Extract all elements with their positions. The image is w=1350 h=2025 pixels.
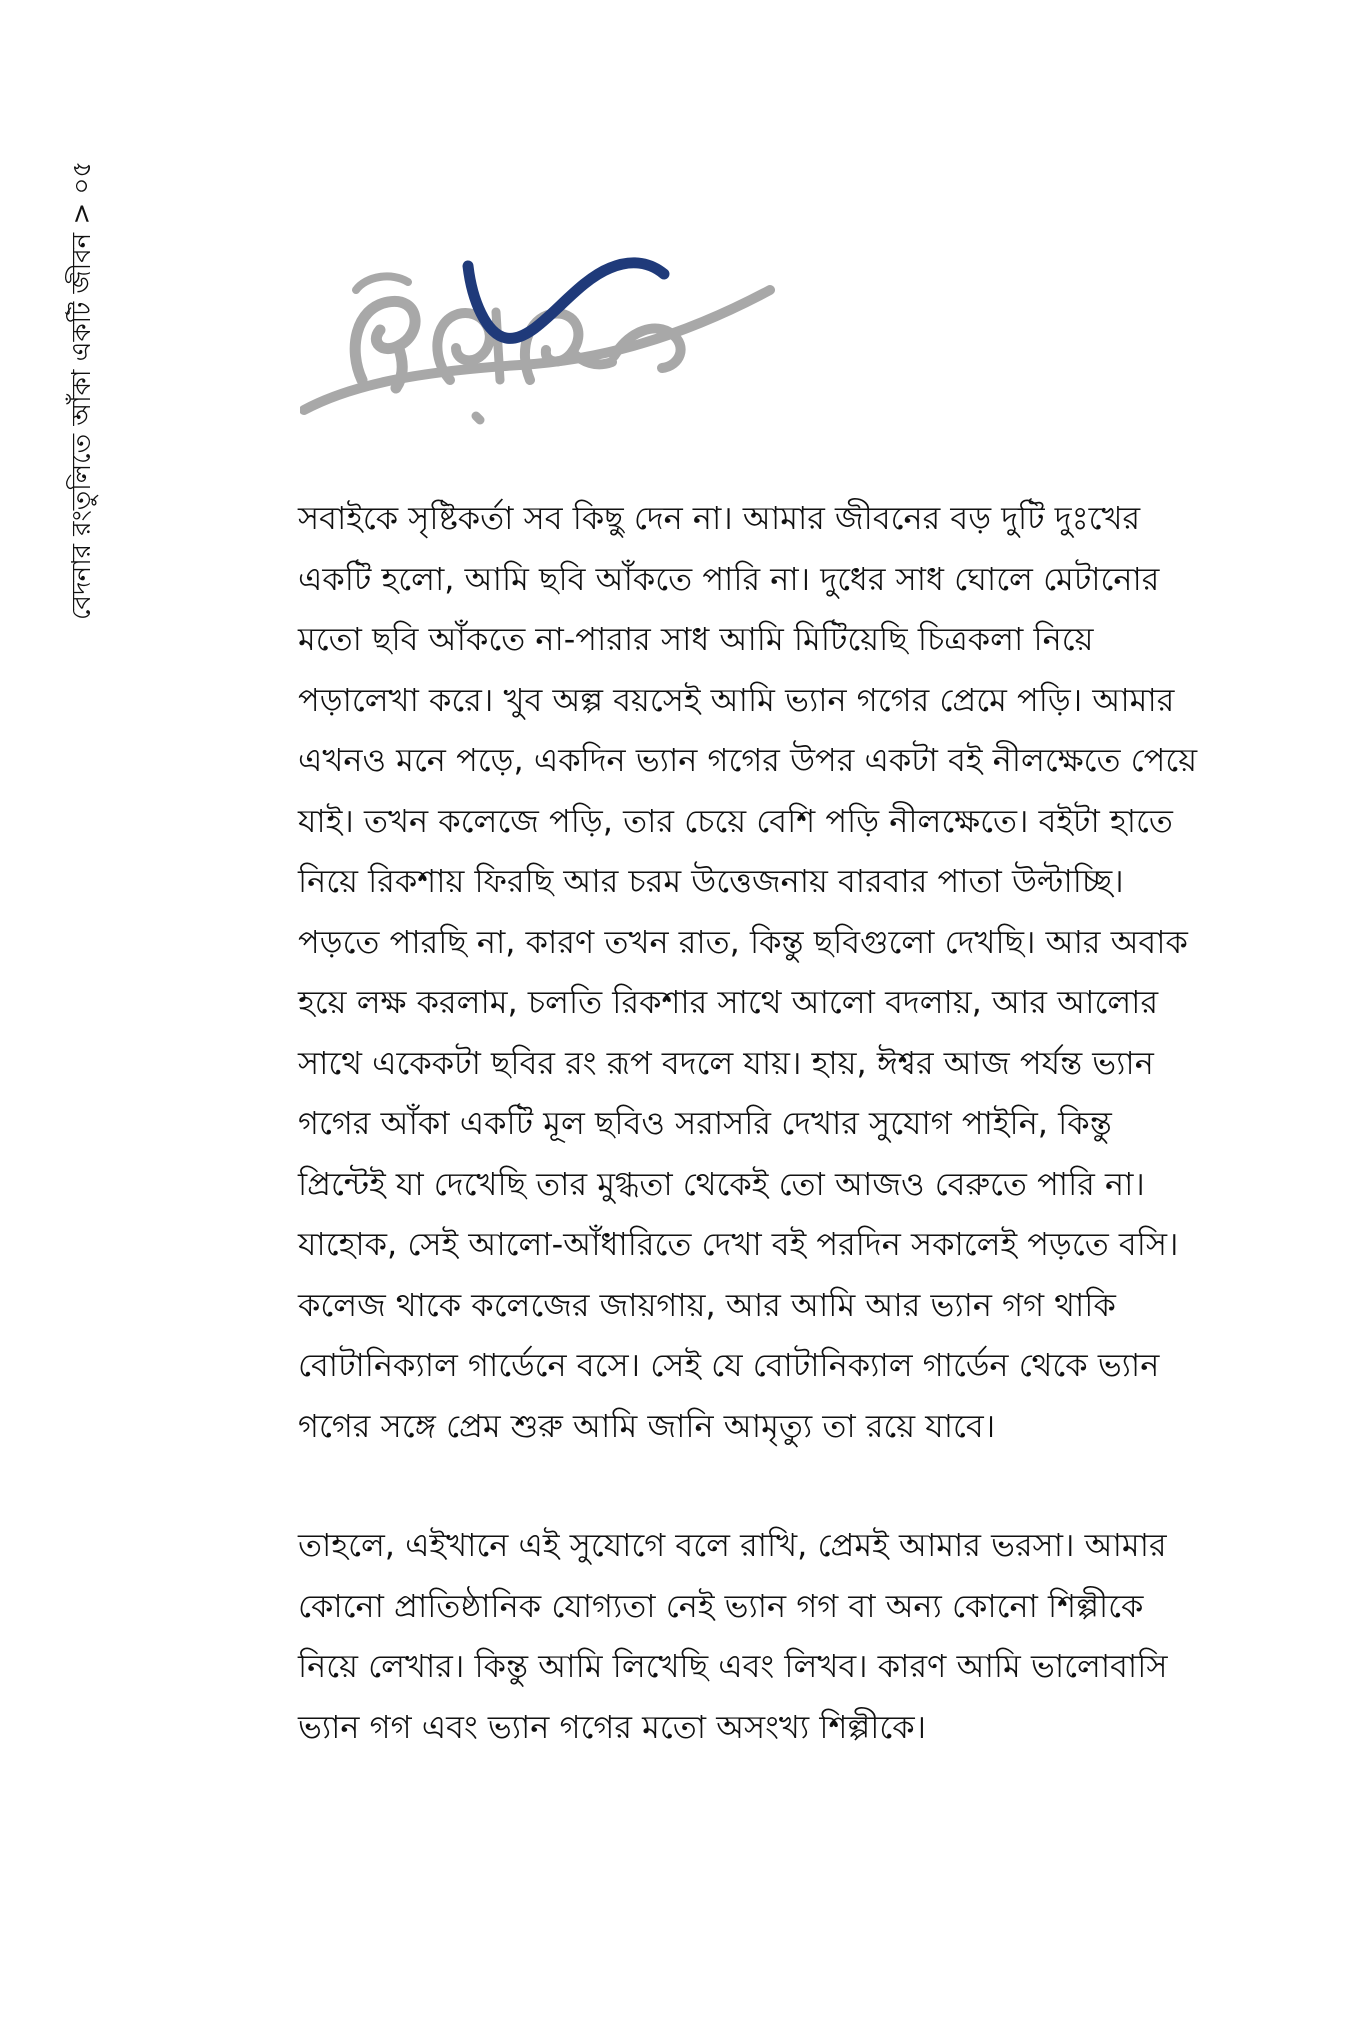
title-stroke-dot (476, 416, 480, 420)
title-stroke-matra (496, 312, 500, 380)
chapter-title (300, 230, 780, 430)
title-stroke-na (614, 329, 681, 368)
running-header (52, 150, 112, 620)
paragraph-2: তাহলে, এইখানে এই সুযোগে বলে রাখি, প্রেমই আমার ভরসা। আমার কোনো প্রাতিষ্ঠানিক যোগ্যতা নেই ভ্যান গগ বা অন্য কোনো শিল্পীকে নিয়ে লেখার। কিন্তু আমি লিখেছি এবং লিখব। কারণ আমি ভালোবাসি ভ্যান গগ এবং ভ্যান গগের মতো অসংখ্য শিল্পীকে। (298, 1526, 1168, 1746)
chapter-title-calligraphy (300, 230, 780, 430)
title-stroke-pra-hook (356, 276, 408, 290)
running-header-text: বেদনার রংতুলিতে আঁকা একটি জীবন > ০৫ (67, 160, 97, 620)
paragraph-1: সবাইকে সৃষ্টিকর্তা সব কিছু দেন না। আমার জীবনের বড় দুটি দুঃখের একটি হলো, আমি ছবি আঁকতে পারি না। দুধের সাধ ঘোলে মেটানোর মতো ছবি আঁকতে না-পারার সাধ আমি মিটিয়েছি চিত্রকলা নিয়ে পড়ালেখা করে। খুব অল্প বয়সেই আমি ভ্যান গগের প্রেমে পড়ি। আমার এখনও মনে পড়ে, একদিন ভ্যান গগের উপর একটা বই নীলক্ষেতে পেয়ে যাই। তখন কলেজে পড়ি, তার চেয়ে বেশি পড়ি নীলক্ষেতে। বইটা হাতে নিয়ে রিকশায় ফিরছি আর চরম উত্তেজনায় বারবার পাতা উল্টাচ্ছি। পড়তে পারছি না, কারণ তখন রাত, কিন্তু ছবিগুলো দেখছি। আর অবাক হয়ে লক্ষ করলাম, চলতি রিকশার সাথে আলো বদলায়, আর আলোর সাথে একেকটা ছবির রং রূপ বদলে যায়। হায়, ঈশ্বর আজ পর্যন্ত ভ্যান গগের আঁকা একটি মূল ছবিও সরাসরি দেখার সুযোগ পাইনি, কিন্তু প্রিন্টেই যা দেখেছি তার মুগ্ধতা থেকেই তো আজও বেরুতে পারি না। যাহোক, সেই আলো-আঁধারিতে দেখা বই পরদিন সকালেই পড়তে বসি। কলেজ থাকে কলেজের জায়গায়, আর আমি আর ভ্যান গগ থাকি বোটানিক্যাল গার্ডেনে বসে। সেই যে বোটানিক্যাল গার্ডেন থেকে ভ্যান গগের সঙ্গে প্রেম শুরু আমি জানি আমৃত্যু তা রয়ে যাবে। (298, 499, 1198, 1445)
body-text (298, 488, 1198, 1757)
title-stroke-pra (355, 301, 415, 388)
